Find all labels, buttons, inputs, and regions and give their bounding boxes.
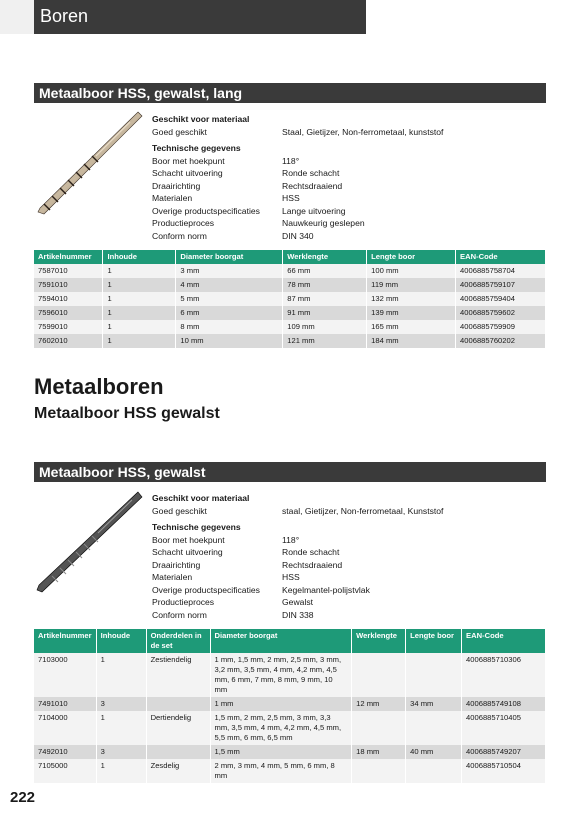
section1-properties [152, 113, 546, 242]
column-header: Artikelnummer [34, 250, 103, 264]
table-cell: 100 mm [367, 264, 456, 278]
table-row [34, 759, 546, 783]
prop-value: Gewalst [282, 597, 314, 607]
tech-row [152, 559, 546, 572]
table-cell: 4006885710306 [462, 653, 546, 697]
prop-value: Nauwkeurig geslepen [282, 218, 365, 228]
table-cell: 40 mm [406, 745, 462, 759]
table-cell: 1 [96, 711, 146, 745]
section2-properties [152, 492, 546, 621]
table-cell: 119 mm [367, 278, 456, 292]
column-header: Inhoude [103, 250, 176, 264]
table-cell: 7602010 [34, 334, 103, 348]
table-row [34, 711, 546, 745]
table-cell: 1,5 mm, 2 mm, 2,5 mm, 3 mm, 3,3 mm, 3,5 mm, 4 mm, 4,2 mm, 4,5 mm, 5,5 mm, 6 mm, 6,5 mm [210, 711, 352, 745]
table-cell: 109 mm [283, 320, 367, 334]
drill-bit-long-icon [34, 108, 144, 220]
section2-title: Metaalboor HSS, gewalst [39, 464, 206, 480]
tech-row [152, 546, 546, 559]
prop-key: Schacht uitvoering [152, 547, 223, 557]
table-cell: 7103000 [34, 653, 96, 697]
section1-title: Metaalboor HSS, gewalst, lang [39, 85, 243, 101]
prop-value: staal, Gietijzer, Non-ferrometaal, Kunststof [282, 505, 444, 516]
table-cell: 10 mm [176, 334, 283, 348]
column-header: Diameter boorgat [210, 629, 352, 653]
prop-value: DIN 338 [282, 609, 314, 620]
drill-bit-rolled-icon [34, 488, 144, 598]
table-cell: 165 mm [367, 320, 456, 334]
table-cell: 1 [96, 653, 146, 697]
table-cell: 1 [103, 320, 176, 334]
table-cell: Zesdelig [146, 759, 210, 783]
tech-row [152, 609, 546, 622]
table-cell: 7587010 [34, 264, 103, 278]
table-cell: 66 mm [283, 264, 367, 278]
table-cell [146, 697, 210, 711]
table-cell [406, 759, 462, 783]
prop-value: Ronde schacht [282, 547, 340, 557]
table-cell: 1 [103, 292, 176, 306]
prop-key: Materialen [152, 572, 193, 582]
material-row [152, 126, 546, 139]
prop-key: Goed geschikt [152, 505, 207, 516]
table-cell [352, 759, 406, 783]
table-cell: 7599010 [34, 320, 103, 334]
section1-table [34, 250, 546, 348]
table-cell: 4006885760202 [456, 334, 546, 348]
tech-row [152, 217, 546, 230]
tech-row [152, 534, 546, 547]
table-cell: 132 mm [367, 292, 456, 306]
table-cell: 3 [96, 697, 146, 711]
prop-key: Schacht uitvoering [152, 168, 223, 178]
column-header: Werklengte [283, 250, 367, 264]
table-cell: 184 mm [367, 334, 456, 348]
table-cell [406, 653, 462, 697]
tech-row [152, 571, 546, 584]
table-cell: 87 mm [283, 292, 367, 306]
table-cell: 5 mm [176, 292, 283, 306]
column-header: EAN-Code [462, 629, 546, 653]
table-cell: 1 [103, 334, 176, 348]
table-cell: 7491010 [34, 697, 96, 711]
chapter-tab [34, 0, 366, 34]
table-cell: 4006885758704 [456, 264, 546, 278]
tech-heading: Technische gegevens [152, 143, 241, 153]
prop-key: Goed geschikt [152, 126, 207, 137]
table-row [34, 334, 546, 348]
column-header: Lengte boor [406, 629, 462, 653]
table-cell: 121 mm [283, 334, 367, 348]
tech-row [152, 230, 546, 243]
prop-value: Rechtsdraaiend [282, 180, 343, 191]
table-cell: 7591010 [34, 278, 103, 292]
material-heading: Geschikt voor materiaal [152, 114, 250, 124]
column-header: Werklengte [352, 629, 406, 653]
column-header: Diameter boorgat [176, 250, 283, 264]
table-cell: 4006885710405 [462, 711, 546, 745]
column-header: Lengte boor [367, 250, 456, 264]
prop-key: Overige productspecificaties [152, 205, 260, 216]
table-row [34, 745, 546, 759]
prop-value: Ronde schacht [282, 168, 340, 178]
table-cell: 4006885749207 [462, 745, 546, 759]
tech-heading: Technische gegevens [152, 522, 241, 532]
table-cell: 1,5 mm [210, 745, 352, 759]
section2-bar [34, 462, 546, 482]
table-cell: Zestiendelig [146, 653, 210, 697]
table-cell: 1 mm, 1,5 mm, 2 mm, 2,5 mm, 3 mm, 3,2 mm, 3,5 mm, 4 mm, 4,2 mm, 4,5 mm, 6 mm, 7 mm, 8 mm, 9 mm, 10 mm [210, 653, 352, 697]
prop-value: 118° [282, 534, 300, 545]
table-cell: 1 [103, 306, 176, 320]
table-row [34, 697, 546, 711]
section1-bar [34, 83, 546, 103]
table-row [34, 320, 546, 334]
prop-value: 118° [282, 155, 300, 166]
table-cell [352, 711, 406, 745]
table-cell: 1 mm [210, 697, 352, 711]
prop-value: DIN 340 [282, 230, 314, 241]
table-cell: 7105000 [34, 759, 96, 783]
prop-value: Rechtsdraaiend [282, 559, 343, 570]
table-cell: 7594010 [34, 292, 103, 306]
table-row [34, 306, 546, 320]
page-number: 222 [10, 789, 36, 806]
prop-key: Materialen [152, 193, 193, 203]
column-header: Onderdelen in de set [146, 629, 210, 653]
table-cell: 2 mm, 3 mm, 4 mm, 5 mm, 6 mm, 8 mm [210, 759, 352, 783]
material-heading: Geschikt voor materiaal [152, 493, 250, 503]
section2-table [34, 629, 546, 783]
category-subtitle: Metaalboor HSS gewalst [34, 405, 220, 422]
tech-row [152, 584, 546, 597]
table-row [34, 278, 546, 292]
table-cell: 4 mm [176, 278, 283, 292]
prop-key: Productieproces [152, 597, 215, 607]
column-header: Inhoude [96, 629, 146, 653]
table-cell: 12 mm [352, 697, 406, 711]
table-cell: 7596010 [34, 306, 103, 320]
prop-key: Conform norm [152, 609, 207, 620]
table-cell: 139 mm [367, 306, 456, 320]
table-cell: 3 [96, 745, 146, 759]
prop-value: Lange uitvoering [282, 205, 346, 216]
prop-value: Staal, Gietijzer, Non-ferrometaal, kunststof [282, 126, 444, 137]
table-cell: 4006885759107 [456, 278, 546, 292]
table-cell [146, 745, 210, 759]
tech-row [152, 167, 546, 180]
table-cell [352, 653, 406, 697]
chapter-title: Boren [40, 6, 89, 26]
table-header-row [34, 250, 546, 264]
prop-value: HSS [282, 193, 300, 203]
column-header: EAN-Code [456, 250, 546, 264]
prop-key: Boor met hoekpunt [152, 534, 225, 545]
prop-key: Draairichting [152, 180, 201, 191]
table-header-row [34, 629, 546, 653]
table-cell: 6 mm [176, 306, 283, 320]
prop-key: Productieproces [152, 218, 215, 228]
table-cell: 7492010 [34, 745, 96, 759]
tech-row [152, 205, 546, 218]
prop-value: HSS [282, 572, 300, 582]
category-title: Metaalboren [34, 374, 164, 399]
table-cell [406, 711, 462, 745]
table-row [34, 653, 546, 697]
tech-row [152, 192, 546, 205]
prop-key: Boor met hoekpunt [152, 155, 225, 166]
table-cell: 4006885759909 [456, 320, 546, 334]
prop-key: Draairichting [152, 559, 201, 570]
table-cell: 91 mm [283, 306, 367, 320]
table-cell: 18 mm [352, 745, 406, 759]
tech-row [152, 596, 546, 609]
table-cell: 8 mm [176, 320, 283, 334]
table-cell: 78 mm [283, 278, 367, 292]
table-cell: Dertiendelig [146, 711, 210, 745]
table-cell: 4006885759404 [456, 292, 546, 306]
table-cell: 4006885749108 [462, 697, 546, 711]
prop-key: Conform norm [152, 230, 207, 241]
material-row [152, 505, 546, 518]
prop-key: Overige productspecificaties [152, 584, 260, 595]
prop-value: Kegelmantel-polijstvlak [282, 584, 370, 595]
table-cell: 1 [103, 278, 176, 292]
table-cell: 4006885759602 [456, 306, 546, 320]
table-cell: 34 mm [406, 697, 462, 711]
table-cell: 3 mm [176, 264, 283, 278]
table-cell: 1 [96, 759, 146, 783]
table-row [34, 264, 546, 278]
table-cell: 4006885710504 [462, 759, 546, 783]
tech-row [152, 155, 546, 168]
table-cell: 7104000 [34, 711, 96, 745]
tech-row [152, 180, 546, 193]
table-row [34, 292, 546, 306]
table-cell: 1 [103, 264, 176, 278]
column-header: Artikelnummer [34, 629, 96, 653]
